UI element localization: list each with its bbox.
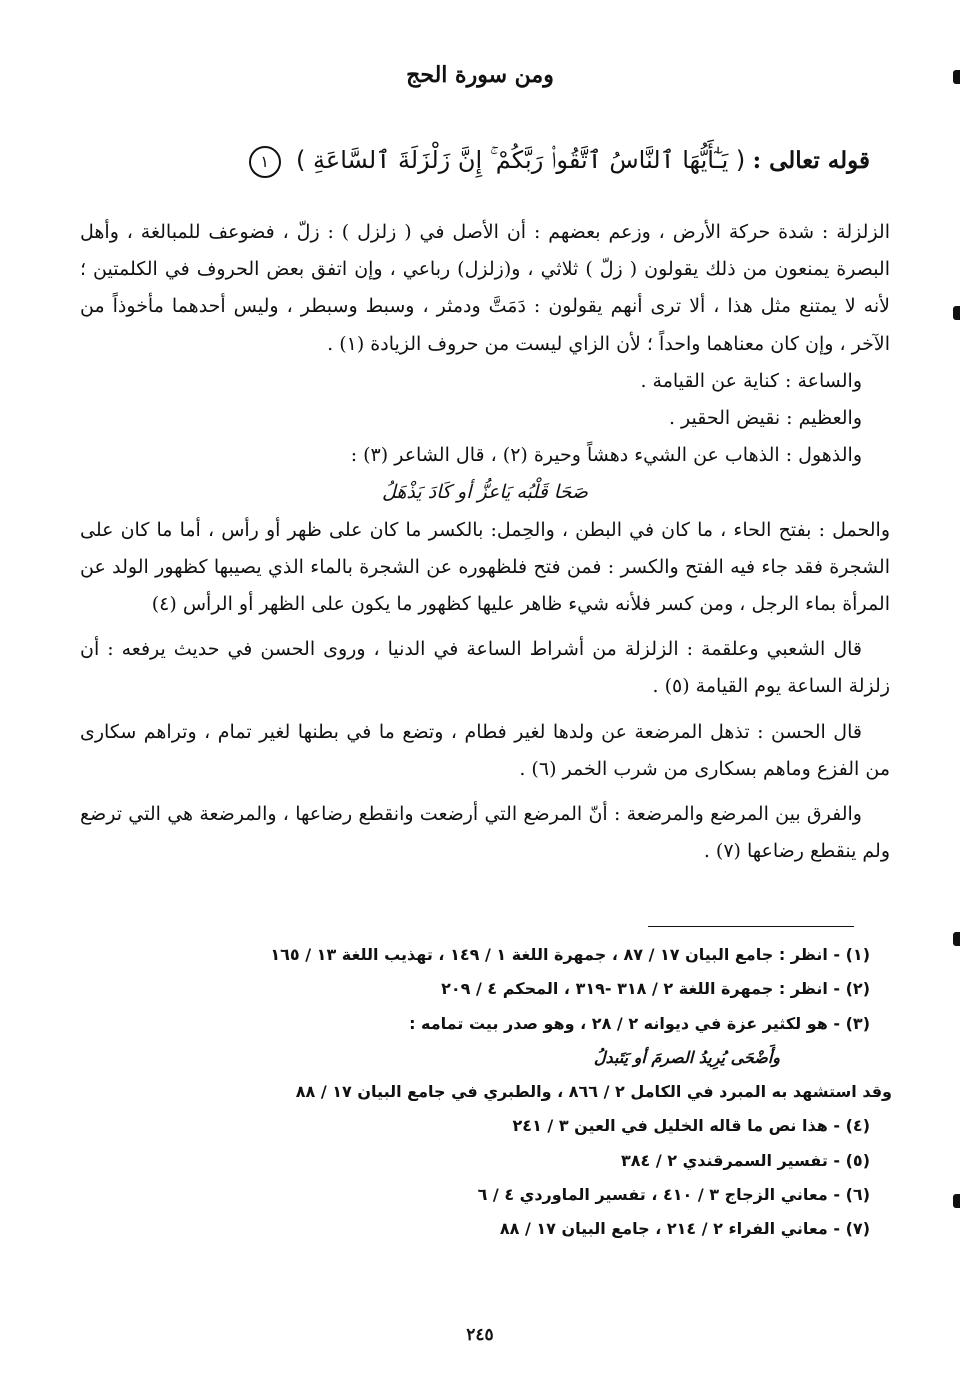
commentary-body [80,214,890,870]
edge-mark [953,306,960,320]
footnote: (٢) - انظر : جمهرة اللغة ٢ / ٣١٨ -٣١٩ ، المحكم ٤ / ٢٠٩ [441,979,870,999]
page-number: ٢٤٥ [466,1325,494,1345]
footnote: (٤) - هذا نص ما قاله الخليل في العين ٣ / ٢٤١ [512,1116,870,1136]
footnote: (٧) - معاني الفراء ٢ / ٢١٤ ، جامع البيان ١٧ / ٨٨ [499,1219,870,1239]
verse-line [250,138,870,188]
footnote: (١) - انظر : جامع البيان ١٧ / ٨٧ ، جمهرة اللغة ١ / ١٤٩ ، تهذيب اللغة ١٣ / ١٦٥ [270,945,870,964]
paragraph: والعظيم : نقيض الحقير . [668,407,862,430]
paragraph: والفرق بين المرضع والمرضعة : أنّ المرضع التي أرضعت وانقطع رضاعها ، والمرضعة هي التي ترضع ولم ينقطع رضاعها (٧) . [80,803,890,863]
footnote: (٦) - معاني الزجاج ٣ / ٤١٠ ، تفسير الماوردي ٤ / ٦ [477,1185,870,1205]
verse-lead: قوله تعالى : [752,147,870,174]
footnote-verse: وأَضْحَى يُرِيدُ الصرمَ أو يَتَبدلُ [593,1047,780,1067]
footnote-continuation: وقد استشهد به المبرد في الكامل ٢ / ٨٦٦ ، والطبري في جامع البيان ١٧ / ٨٨ [295,1082,892,1102]
paragraph: والحمل : بفتح الحاء ، ما كان في البطن ، والحِمل: بالكسر ما كان على ظهر أو رأس ، أما ما كان على الشجرة فقد جاء فيه الفتح والكسر : فمن فتح فلظهوره عن الشجرة بالماء الذي يصيبها كظهور الولد عن المرأة بماء الرجل ، ومن كسر فلأنه شيء ظاهر عليها كظهور ما يكون على الظهر أو الرأس (٤) [80,518,890,616]
paragraph: قال الحسن : تذهل المرضعة عن ولدها لغير فطام ، وتضع ما في بطنها لغير تمام ، وتراهم سكارى من الفزع وماهم بسكارى من شرب الخمر (٦) . [80,720,890,780]
poetry-verse: صَحَا قَلْبُه يَاعزُّ أو كَادَ يَذْهَلُ [382,481,588,504]
verse-text: ( يَـٰٓأَيُّهَا ٱلنَّاسُ ٱتَّقُوا۟ رَبَّكُمْ ۚ إِنَّ زَلْزَلَةَ ٱلسَّاعَةِ ) [296,146,746,174]
edge-mark [953,932,960,946]
paragraph: قال الشعبي وعلقمة : الزلزلة من أشراط الساعة في الدنيا ، وروى الحسن في حديث يرفعه : أن زلزلة الساعة يوم القيامة (٥) . [80,638,890,698]
paragraph: والذهول : الذهاب عن الشيء دهشاً وحيرة (٢) ، قال الشاعر (٣) : [350,444,862,467]
verse-number-marker: ١ [249,146,281,178]
footnotes [200,938,892,1247]
footnote: (٥) - تفسير السمرقندي ٢ / ٣٨٤ [620,1150,870,1170]
edge-mark [953,1194,960,1208]
paragraph: والساعة : كناية عن القيامة . [640,369,862,392]
footnote: (٣) - هو لكثير عزة في ديوانه ٢ / ٢٨ ، وهو صدر بيت تمامه : [409,1013,870,1033]
paragraph: الزلزلة : شدة حركة الأرض ، وزعم بعضهم : أن الأصل في ( زلزل ) : زلّ ، فضوعف للمبالغة ، وأهل البصرة يمنعون من ذلك يقولون ( زلّ ) ثلاثي ، و(زلزل) رباعي ، وإن اتفق بعض الحروف في الكلمتين ؛ لأنه لا يمتنع مثل هذا ، ألا ترى أنهم يقولون : دَمَتَّ ودمثر ، وسبط وسبطر ، وليس أحدهما مأخوذاً من الآخر ، وإن كان معناهما واحداً ؛ لأن الزاي ليست من حروف الزيادة (١) . [80,221,890,355]
surah-header: ومن سورة الحج [406,62,554,88]
footnote-divider [648,926,854,927]
